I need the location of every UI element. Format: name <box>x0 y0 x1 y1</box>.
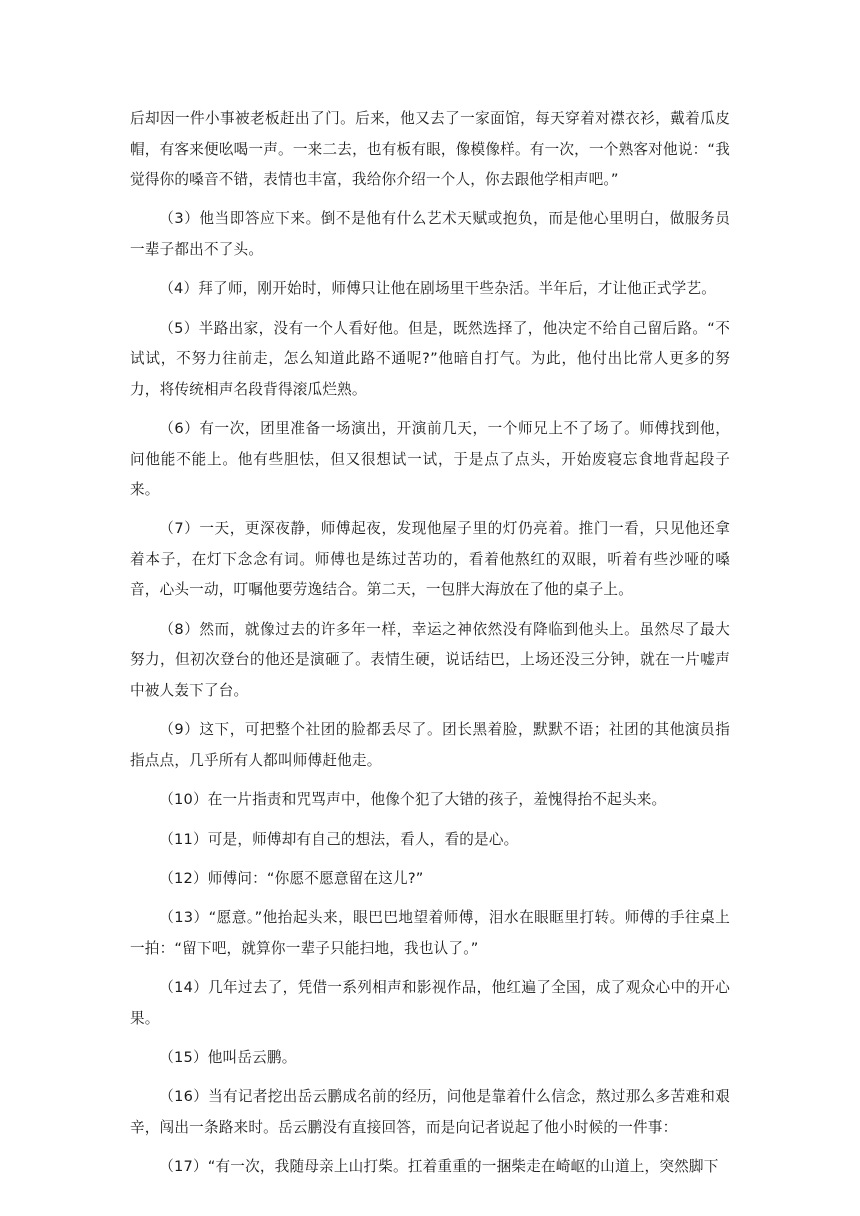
paragraph-11: （11）可是，师傅却有自己的想法，看人，看的是心。 <box>159 830 519 848</box>
paragraph-7: （7）一天，更深夜静，师傅起夜，发现他屋子里的灯仍亮着。推门一看，只见他还拿着本子，在灯下念念有词。师傅也是练过苦功的，看着他熬红的双眼，听着有些沙哑的嗓音，心头一动，叮嘱他要劳逸结合。第二天，一包胖大海放在了他的桌子上。 <box>130 520 730 599</box>
paragraph-2-continued: 后却因一件小事被老板赶出了门。后来，他又去了一家面馆，每天穿着对襟衣衫，戴着瓜皮帽，有客来便吆喝一声。一来二去，也有板有眼，像模像样。有一次，一个熟客对他说：“我觉得你的嗓音不错，表情也丰富，我给你介绍一个人，你去跟他学相声吧。” <box>130 110 730 188</box>
paragraph-16: （16）当有记者挖出岳云鹏成名前的经历，问他是靠着什么信念，熬过那么多苦难和艰辛，闯出一条路来时。岳云鹏没有直接回答，而是向记者说起了他小时候的一件事： <box>130 1088 730 1136</box>
paragraph-9: （9）这下，可把整个社团的脸都丢尽了。团长黑着脸，默默不语；社团的其他演员指指点点，几乎所有人都叫师傅赶他走。 <box>130 721 730 769</box>
paragraph-17: （17）“有一次，我随母亲上山打柴。扛着重重的一捆柴走在崎岖的山道上，突然脚下 <box>159 1158 719 1176</box>
paragraph-12: （12）师傅问：“你愿不愿意留在这儿?” <box>159 869 424 887</box>
paragraph-3: （3）他当即答应下来。倒不是他有什么艺术天赋或抱负，而是他心里明白，做服务员一辈子都出不了头。 <box>130 210 730 258</box>
paragraph-14: （14）几年过去了，凭借一系列相声和影视作品，他红遍了全国，成了观众心中的开心果。 <box>130 979 730 1027</box>
article-body <box>130 104 730 1192</box>
paragraph-5: （5）半路出家，没有一个人看好他。但是，既然选择了，他决定不给自己留后路。“不试试，不努力往前走，怎么知道此路不通呢?”他暗自打气。为此，他付出比常人更多的努力，将传统相声名段背得滚瓜烂熟。 <box>130 319 730 398</box>
paragraph-8: （8）然而，就像过去的许多年一样，幸运之神依然没有降临到他头上。虽然尽了最大努力，但初次登台的他还是演砸了。表情生硬，说话结巴，上场还没三分钟，就在一片嘘声中被人轰下了台。 <box>130 620 730 699</box>
paragraph-13: （13）“愿意。”他抬起头来，眼巴巴地望着师傅，泪水在眼眶里打转。师傅的手往桌上一拍：“留下吧，就算你一辈子只能扫地，我也认了。” <box>130 909 730 957</box>
paragraph-6: （6）有一次，团里准备一场演出，开演前几天，一个师兄上不了场了。师傅找到他，问他能不能上。他有些胆怯，但又很想试一试，于是点了点头，开始废寝忘食地背起段子来。 <box>130 420 730 499</box>
paragraph-15: （15）他叫岳云鹏。 <box>159 1049 297 1067</box>
paragraph-4: （4）拜了师，刚开始时，师傅只让他在剧场里干些杂活。半年后，才让他正式学艺。 <box>159 280 717 298</box>
paragraph-10: （10）在一片指责和咒骂声中，他像个犯了大错的孩子，羞愧得抬不起头来。 <box>159 791 667 809</box>
